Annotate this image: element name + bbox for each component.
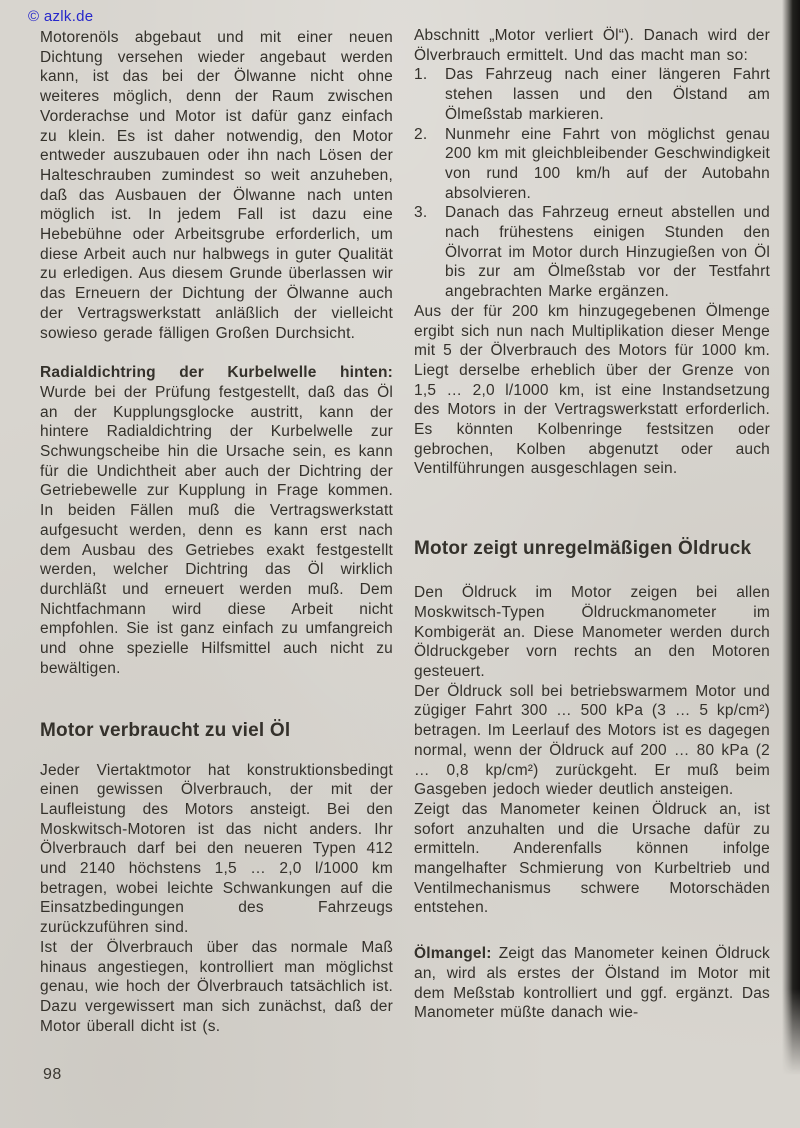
list-text: Danach das Fahrzeug erneut abstellen und nach frühestens einigen Stunden den Ölvorrat im Motor durch Hinzugießen von Öl bis zur am Ölmeßstab vor der Testfahrt angebrachten Marke ergänzen. xyxy=(445,204,770,301)
paragraph-consumption-calculation: Aus der für 200 km hinzugegebenen Ölmenge ergibt sich nun nach Multiplikation dieser Menge mit 5 der Ölverbrauch des Motors für 1000 km. Liegt derselbe erheblich über der Grenze von 1,5 … 2,0 l/1000 km, ist eine Instandsetzung des Motors in der Vertragswerkstatt erforderlich. Es könnten Kolbenringe festsitzen oder gebrochen, Kolben abgenutzt oder auch Ventilführungen ausgeschlagen sein. xyxy=(414,302,770,478)
paragraph-measurement-intro: Abschnitt „Motor verliert Öl“). Danach wird der Ölverbrauch ermittelt. Und das macht man so: xyxy=(414,27,770,64)
right-column xyxy=(414,26,770,1023)
list-text: Nunmehr eine Fahrt von möglichst genau 200 km mit gleichbleibender Geschwindigkeit von rund 100 km/h auf der Autobahn absolvieren. xyxy=(445,125,770,202)
list-item-step-3 xyxy=(414,203,770,302)
watermark: © azlk.de xyxy=(28,8,94,25)
paragraph-radial-seal-text: Wurde bei der Prüfung festgestellt, daß das Öl an der Kupplungsglocke austritt, kann der hintere Radialdichtring der Kurbelwelle zur Schwungscheibe hin die Ursache sein, es kann für die Undichtheit aber auch der Dichtring der Getriebewelle zur Kupplung in Frage kommen. In beiden Fällen muß die Vertragswerkstatt aufgesucht werden, denn es kann erst nach dem Ausbau des Getriebes exakt festgestellt werden, welcher Dichtring das Öl wirklich durchläßt und erneuert werden muß. Dem Nichtfachmann wird diese Arbeit nicht empfohlen. Sie ist ganz einfach zu umfangreich und ohne spezielle Hilfsmittel auch nicht zu bewältigen. xyxy=(40,383,393,677)
list-number: 3. xyxy=(414,204,428,222)
paragraph-oil-shortage xyxy=(414,944,770,1023)
paragraph-radial-seal xyxy=(40,363,393,678)
run-in-heading-oelmangel: Ölmangel: xyxy=(414,945,492,963)
paragraph-oil-shortage-text: Zeigt das Manometer keinen Öldruck an, wird als erstes der Ölstand im Motor mit dem Meßstab kontrolliert und ggf. ergänzt. Das Manometer müßte danach wie- xyxy=(414,945,770,1022)
paragraph-oil-pan-gasket: Motorenöls abgebaut und mit einer neuen Dichtung versehen wieder angebaut werden kann, ist das bei der Ölwanne nicht ohne weiteres möglich, denn der Raum zwischen Vorderachse und Motor ist dafür ganz einfach zu klein. Es ist daher notwendig, den Motor entweder auszubauen oder ihn nach Lösen der Halteschrauben zumindest so weit anzuheben, daß das Ausbauen der Ölwanne nach unten möglich ist. In jedem Fall ist dazu eine Hebebühne oder Arbeitsgrube erforderlich, um diese Arbeit auch nur halbwegs in guter Qualität zu erledigen. Aus diesem Grunde überlassen wir das Erneuern der Dichtung der Ölwanne auch der Vertragswerkstatt anläßlich der vielleicht sowieso gerade fälligen Großen Durchsicht. xyxy=(40,29,393,342)
list-text: Das Fahrzeug nach einer längeren Fahrt stehen lassen und den Ölstand am Ölmeßstab markieren. xyxy=(445,66,770,123)
paragraph-no-pressure-warning: Zeigt das Manometer keinen Öldruck an, ist sofort anzuhalten und die Ursache dafür zu ermitteln. Anderenfalls können infolge mangelhafter Schmierung von Kurbeltrieb und Ventilmechanismus schwere Motorschäden entstehen. xyxy=(414,800,770,917)
list-item-step-2 xyxy=(414,125,770,204)
scan-edge-shadow xyxy=(782,0,800,1075)
list-number: 1. xyxy=(414,66,428,84)
ordered-list-measurement-steps xyxy=(414,65,770,301)
left-column xyxy=(40,28,393,1036)
paragraph-oil-consumption-check: Ist der Ölverbrauch über das normale Maß hinaus angestiegen, kontrolliert man möglichst genau, wie hoch der Ölverbrauch tatsächlich ist. Dazu vergewissert man sich zunächst, daß der Motor überall dicht ist (s. xyxy=(40,938,393,1035)
list-number: 2. xyxy=(414,125,428,143)
paragraph-oil-consumption-norm: Jeder Viertaktmotor hat konstruktionsbedingt einen gewissen Ölverbrauch, der mit der Laufleistung des Motors ansteigt. Bei den Moskwitsch-Motoren ist das nicht anders. Ihr Ölverbrauch darf bei den neueren Typen 412 und 2140 höchstens 1,5 … 2,0 l/1000 km betragen, wobei leichte Schwankungen auf die Einsatzbedingungen des Fahrzeugs zurückzuführen sind. xyxy=(40,761,393,937)
paragraph-pressure-values: Der Öldruck soll bei betriebswarmem Motor und zügiger Fahrt 300 … 500 kPa (3 … 5 kp/cm²) betragen. Im Leerlauf des Motors ist es dagegen normal, wenn der Öldruck auf 200 … 80 kPa (2 … 0,8 kp/cm²) zurückgeht. Er muß beim Gasgeben jedoch wieder deutlich ansteigen. xyxy=(414,682,770,799)
page-number: 98 xyxy=(43,1066,62,1083)
section-heading-oil-pressure: Motor zeigt unregelmäßigen Öldruck xyxy=(414,538,752,560)
list-item-step-1 xyxy=(414,65,770,124)
section-heading-oil-consumption: Motor verbraucht zu viel Öl xyxy=(40,719,291,741)
paragraph-pressure-gauge: Den Öldruck im Motor zeigen bei allen Moskwitsch-Typen Öldruckmanometer im Kombigerät an. Diese Manometer werden durch Öldruckgeber vorn rechts an den Motoren gesteuert. xyxy=(414,584,770,680)
run-in-heading-radialdichtring: Radialdichtring der Kurbelwelle hinten: xyxy=(40,364,393,382)
